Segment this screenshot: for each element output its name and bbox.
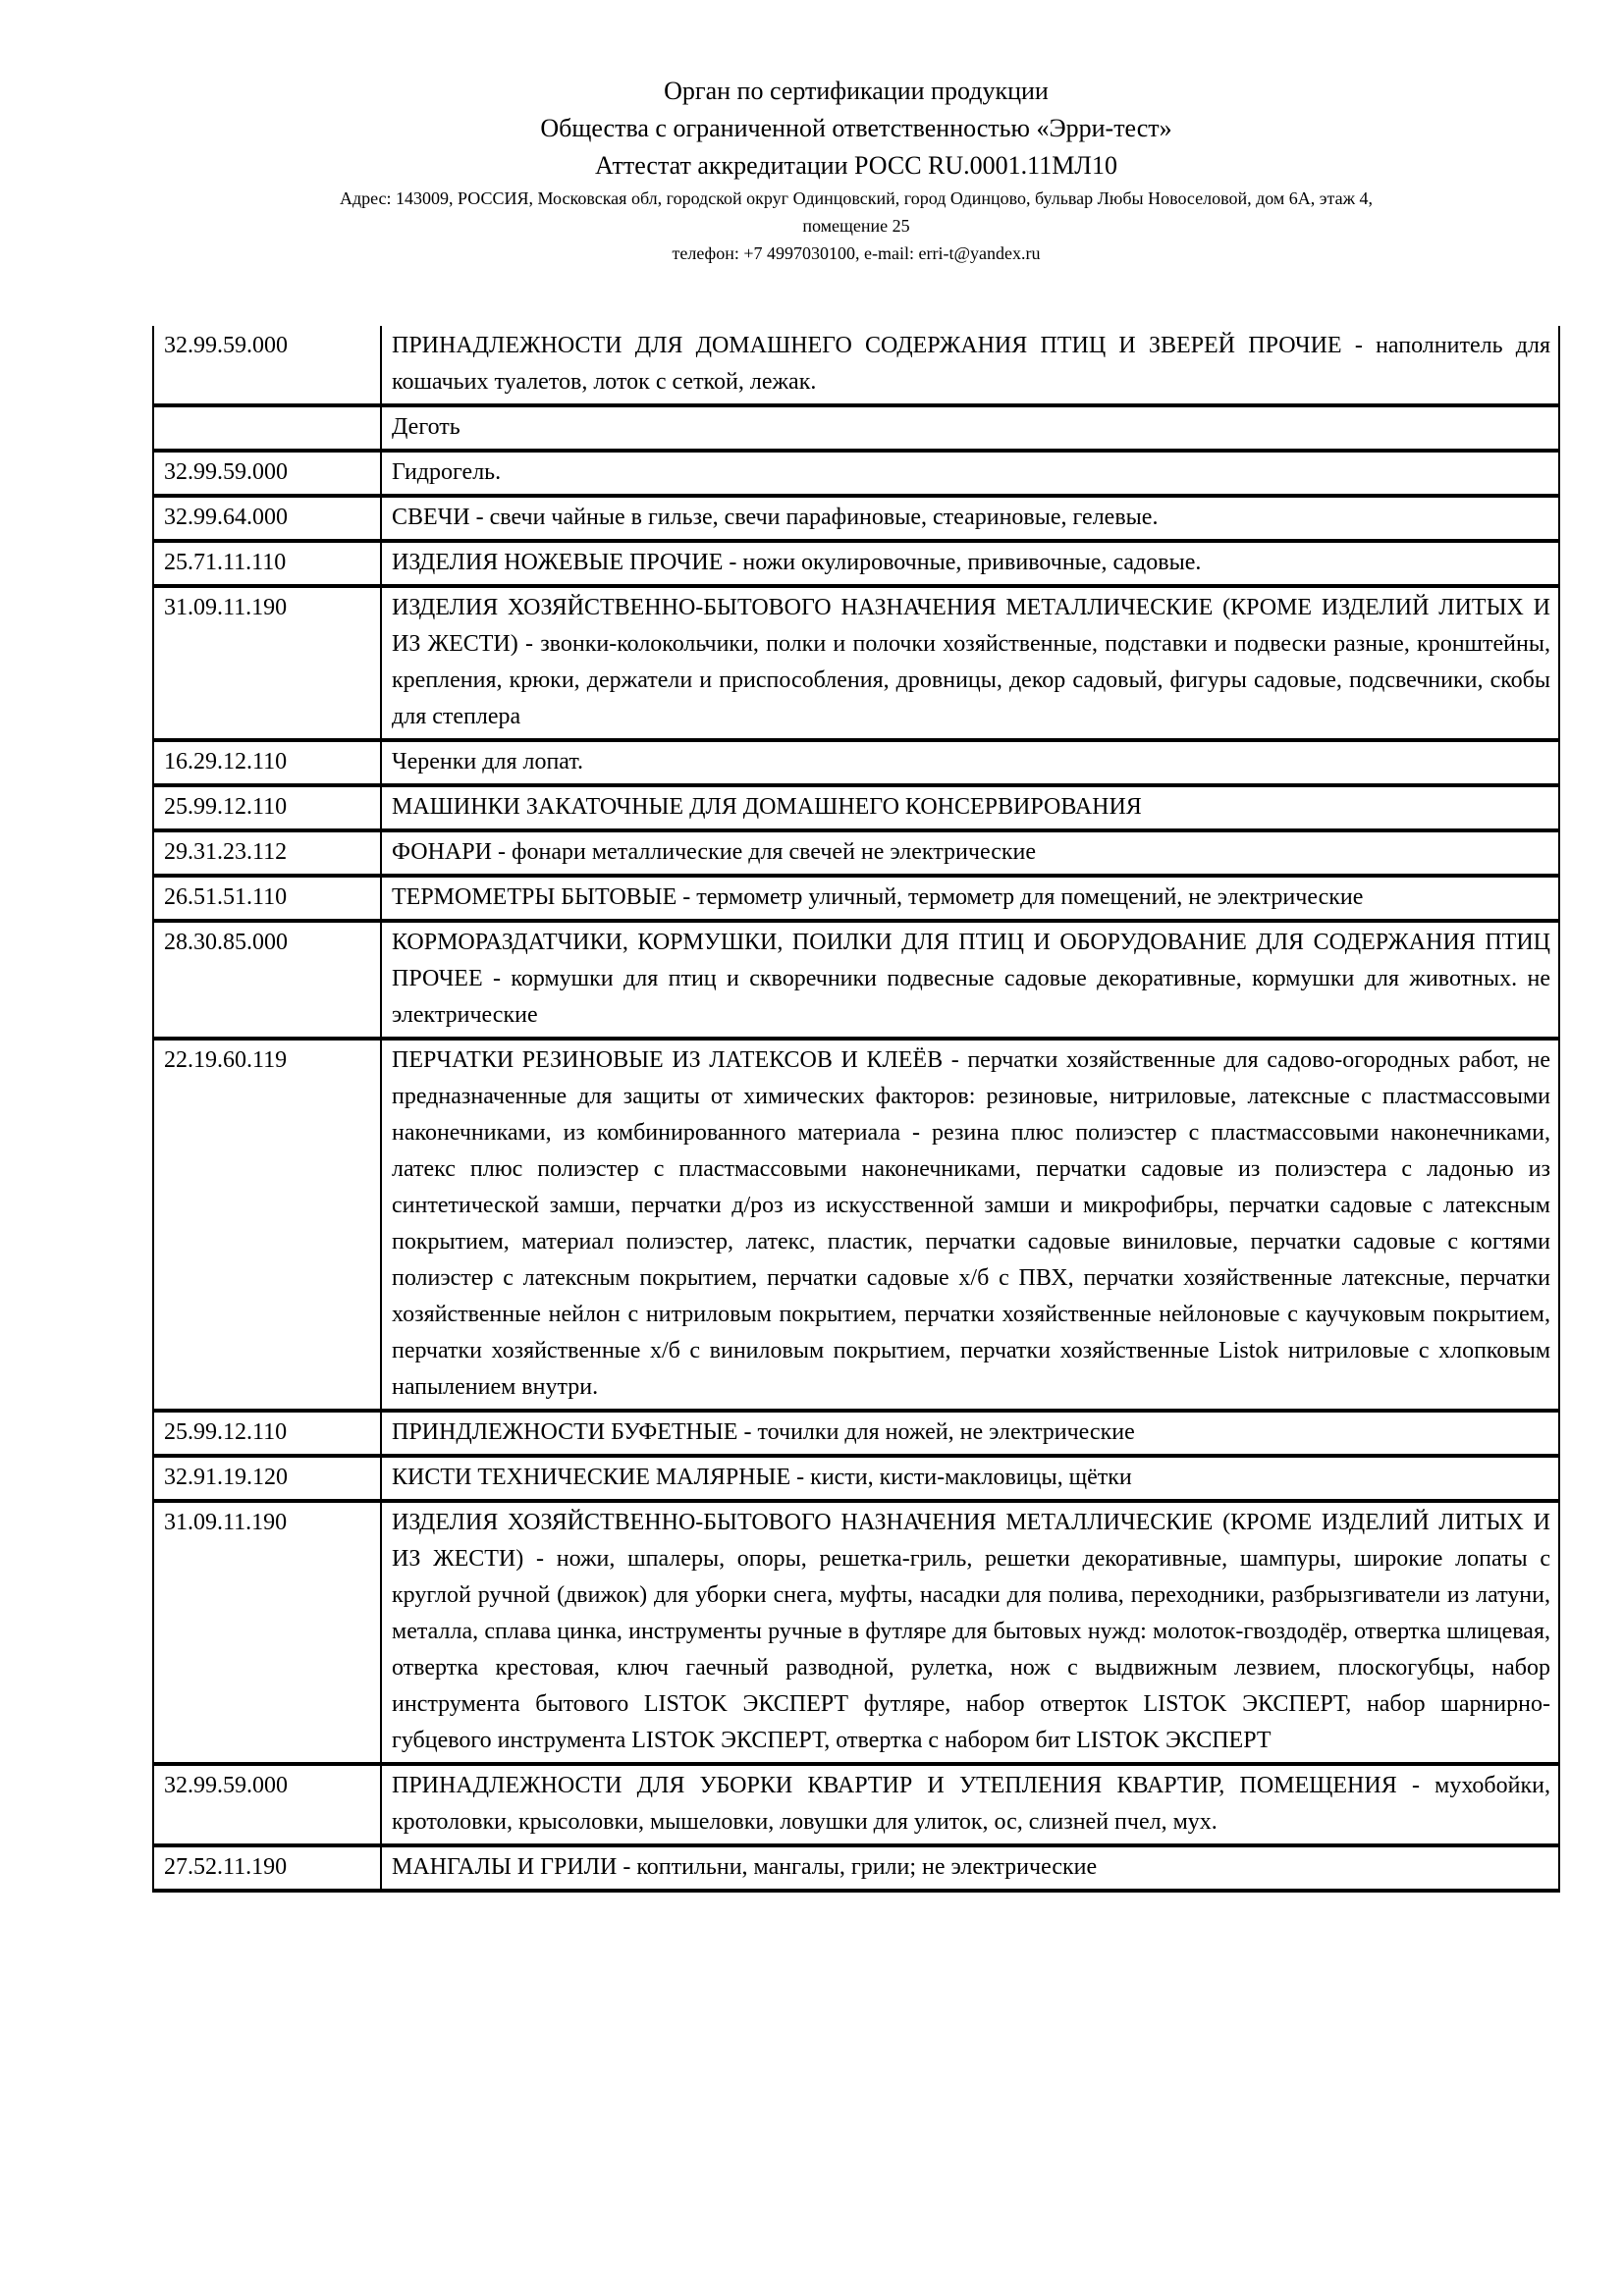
org-title-line-2: Общества с ограниченной ответственностью «Эрри-тест» <box>540 114 1172 142</box>
product-description-cell <box>381 586 1559 740</box>
product-desc: перчатки хозяйственные для садово-огородных работ, не предназначенные для защиты от химических факторов: резиновые, нитриловые, латексные с пластмассовыми наконечниками, из комбинированного материала - резина плюс полиэстер с пластмассовыми наконечниками, латекс плюс полиэстер с пластмассовыми наконечниками, перчатки садовые из полиэстера с ладонью из синтетической замши, перчатки д/роз из искусственной замши и микрофибры, перчатки садовые с латексным покрытием, материал полиэстер, латекс, пластик, перчатки садовые виниловые, перчатки садовые с когтями полиэстер с латексным покрытием, перчатки садовые х/б с ПВХ, перчатки хозяйственные латексные, перчатки хозяйственные нейлон с нитриловым покрытием, перчатки хозяйственные нейлоновые с каучуковым покрытием, перчатки хозяйственные х/б с виниловым покрытием, перчатки хозяйственные Listok нитриловые с хлопковым напылением внутри. <box>392 1047 1550 1400</box>
name-desc-separator: - <box>1341 333 1377 358</box>
org-title-line-1: Орган по сертификации продукции <box>664 77 1049 105</box>
product-desc: кисти, кисти-макловицы, щётки <box>810 1465 1132 1490</box>
product-name: ПЕРЧАТКИ РЕЗИНОВЫЕ ИЗ ЛАТЕКСОВ И КЛЕЁВ <box>392 1047 944 1073</box>
name-desc-separator: - <box>943 1047 968 1073</box>
product-code-cell: 27.52.11.190 <box>153 1845 381 1891</box>
product-description-cell <box>381 405 1559 451</box>
product-name: ФОНАРИ <box>392 839 492 865</box>
table-row <box>153 1039 1559 1411</box>
product-code-cell: 25.71.11.110 <box>153 541 381 586</box>
name-desc-separator: - <box>491 839 512 865</box>
table-row <box>153 451 1559 496</box>
product-desc: термометр уличный, термометр для помещений, не электрические <box>696 884 1364 910</box>
product-description-cell <box>381 1456 1559 1501</box>
product-description-cell <box>381 326 1559 405</box>
name-desc-separator: - <box>1396 1773 1435 1798</box>
product-name: ПРИНАДЛЕЖНОСТИ ДЛЯ ДОМАШНЕГО СОДЕРЖАНИЯ ПТИЦ И ЗВЕРЕЙ ПРОЧИЕ <box>392 333 1342 358</box>
product-name: СВЕЧИ <box>392 505 470 530</box>
product-code-cell: 31.09.11.190 <box>153 1501 381 1764</box>
product-desc: мухобойки, кротоловки, крысоловки, мышеловки, ловушки для улиток, ос, слизней пчел, мух. <box>392 1773 1550 1835</box>
contact-line: телефон: +7 4997030100, e-mail: erri-t@yandex.ru <box>672 243 1041 263</box>
table-row <box>153 1411 1559 1456</box>
table-row <box>153 830 1559 876</box>
product-code-cell: 26.51.51.110 <box>153 876 381 921</box>
product-description-cell <box>381 1039 1559 1411</box>
product-code-cell: 25.99.12.110 <box>153 785 381 830</box>
product-name: ИЗДЕЛИЯ ХОЗЯЙСТВЕННО-БЫТОВОГО НАЗНАЧЕНИЯ МЕТАЛЛИЧЕСКИЕ (КРОМЕ ИЗДЕЛИЙ ЛИТЫХ И ИЗ ЖЕСТИ) <box>392 1510 1550 1572</box>
table-row <box>153 740 1559 785</box>
name-desc-separator: - <box>517 631 541 657</box>
accreditation-line: Аттестат аккредитации РОСС RU.0001.11МЛ10 <box>595 151 1117 180</box>
name-desc-separator: - <box>677 884 697 910</box>
name-desc-separator: - <box>737 1419 758 1445</box>
product-desc: фонари металлические для свечей не электрические <box>511 839 1037 865</box>
address-line-2: помещение 25 <box>802 216 910 236</box>
product-desc: Гидрогель. <box>392 459 502 485</box>
products-table-body <box>153 326 1559 1891</box>
product-code-cell: 32.99.59.000 <box>153 326 381 405</box>
product-desc: свечи чайные в гильзе, свечи парафиновые, стеариновые, гелевые. <box>489 505 1159 530</box>
table-row <box>153 405 1559 451</box>
product-description-cell <box>381 830 1559 876</box>
product-description-cell <box>381 921 1559 1039</box>
product-code-cell: 32.99.59.000 <box>153 451 381 496</box>
table-row <box>153 586 1559 740</box>
product-name: ИЗДЕЛИЯ ХОЗЯЙСТВЕННО-БЫТОВОГО НАЗНАЧЕНИЯ МЕТАЛЛИЧЕСКИЕ (КРОМЕ ИЗДЕЛИЙ ЛИТЫХ И ИЗ ЖЕСТИ) <box>392 595 1550 657</box>
name-desc-separator: - <box>790 1465 811 1490</box>
name-desc-separator: - <box>617 1854 637 1880</box>
product-code-cell: 16.29.12.110 <box>153 740 381 785</box>
table-row <box>153 496 1559 541</box>
name-desc-separator: - <box>482 966 512 991</box>
product-name: ПРИНАДЛЕЖНОСТИ ДЛЯ УБОРКИ КВАРТИР И УТЕПЛЕНИЯ КВАРТИР, ПОМЕЩЕНИЯ <box>392 1773 1397 1798</box>
product-name: МАНГАЛЫ И ГРИЛИ <box>392 1854 618 1880</box>
document-header <box>152 73 1560 267</box>
product-desc: кормушки для птиц и скворечники подвесные садовые декоративные, кормушки для животных. не электрические <box>392 966 1550 1028</box>
table-row <box>153 876 1559 921</box>
product-code-cell: 22.19.60.119 <box>153 1039 381 1411</box>
table-row <box>153 541 1559 586</box>
product-description-cell <box>381 1411 1559 1456</box>
product-code-cell: 32.99.59.000 <box>153 1764 381 1845</box>
product-description-cell <box>381 876 1559 921</box>
table-row <box>153 326 1559 405</box>
product-desc: Черенки для лопат. <box>392 749 584 774</box>
product-desc: ножи окулировочные, прививочные, садовые. <box>742 550 1202 575</box>
product-name: КИСТИ ТЕХНИЧЕСКИЕ МАЛЯРНЫЕ <box>392 1465 791 1490</box>
product-code-cell: 25.99.12.110 <box>153 1411 381 1456</box>
table-row <box>153 1764 1559 1845</box>
product-description-cell <box>381 785 1559 830</box>
table-row <box>153 1456 1559 1501</box>
table-row <box>153 921 1559 1039</box>
product-description-cell <box>381 451 1559 496</box>
product-description-cell <box>381 1764 1559 1845</box>
product-name: МАШИНКИ ЗАКАТОЧНЫЕ ДЛЯ ДОМАШНЕГО КОНСЕРВИРОВАНИЯ <box>392 794 1142 820</box>
product-code-cell: 29.31.23.112 <box>153 830 381 876</box>
product-name: ИЗДЕЛИЯ НОЖЕВЫЕ ПРОЧИЕ <box>392 550 724 575</box>
product-desc: ножи, шпалеры, опоры, решетка-гриль, решетки декоративные, шампуры, широкие лопаты с круглой ручной (движок) для уборки снега, муфты, насадки для полива, переходники, разбрызгиватели из латуни, металла, сплава цинка, инструменты ручные в футляре для бытовых нужд: молоток-гвоздодёр, отвертка шлицевая, отвертка крестовая, ключ гаечный разводной, рулетка, нож с выдвижным лезвием, плоскогубцы, набор инструмента бытового LISTOK ЭКСПЕРТ футляре, набор отверток LISTOK ЭКСПЕРТ, набор шарнирно-губцевого инструмента LISTOK ЭКСПЕРТ, отвертка с набором бит LISTOK ЭКСПЕРТ <box>392 1546 1550 1753</box>
product-name: ПРИНДЛЕЖНОСТИ БУФЕТНЫЕ <box>392 1419 738 1445</box>
product-code-cell: 32.99.64.000 <box>153 496 381 541</box>
product-name: КОРМОРАЗДАТЧИКИ, КОРМУШКИ, ПОИЛКИ ДЛЯ ПТИЦ И ОБОРУДОВАНИЕ ДЛЯ СОДЕРЖАНИЯ ПТИЦ ПРОЧЕЕ <box>392 930 1550 991</box>
product-description-cell <box>381 1501 1559 1764</box>
product-code-cell <box>153 405 381 451</box>
product-code-cell: 28.30.85.000 <box>153 921 381 1039</box>
product-description-cell <box>381 541 1559 586</box>
product-description-cell <box>381 1845 1559 1891</box>
products-table <box>152 326 1560 1893</box>
product-code-cell: 32.91.19.120 <box>153 1456 381 1501</box>
name-desc-separator: - <box>469 505 490 530</box>
product-code-cell: 31.09.11.190 <box>153 586 381 740</box>
product-desc: наполнитель для кошачьих туалетов, лоток с сеткой, лежак. <box>392 333 1550 395</box>
name-desc-separator: - <box>723 550 743 575</box>
product-desc: Деготь <box>392 414 460 440</box>
product-desc: коптильни, мангалы, грили; не электрические <box>636 1854 1098 1880</box>
table-row <box>153 1501 1559 1764</box>
name-desc-separator: - <box>523 1546 557 1572</box>
product-desc: звонки-колокольчики, полки и полочки хозяйственные, подставки и подвески разные, кронштейны, крепления, крюки, держатели и приспособления, дровницы, декор садовый, фигуры садовые, подсвечники, скобы для степлера <box>392 631 1550 729</box>
product-desc: точилки для ножей, не электрические <box>757 1419 1135 1445</box>
table-row <box>153 1845 1559 1891</box>
product-description-cell <box>381 496 1559 541</box>
product-description-cell <box>381 740 1559 785</box>
address-line-1: Адрес: 143009, РОССИЯ, Московская обл, городской округ Одинцовский, город Одинцово, бульвар Любы Новоселовой, дом 6А, этаж 4, <box>339 188 1374 208</box>
product-name: ТЕРМОМЕТРЫ БЫТОВЫЕ <box>392 884 677 910</box>
document-content <box>152 0 1560 1893</box>
table-row <box>153 785 1559 830</box>
